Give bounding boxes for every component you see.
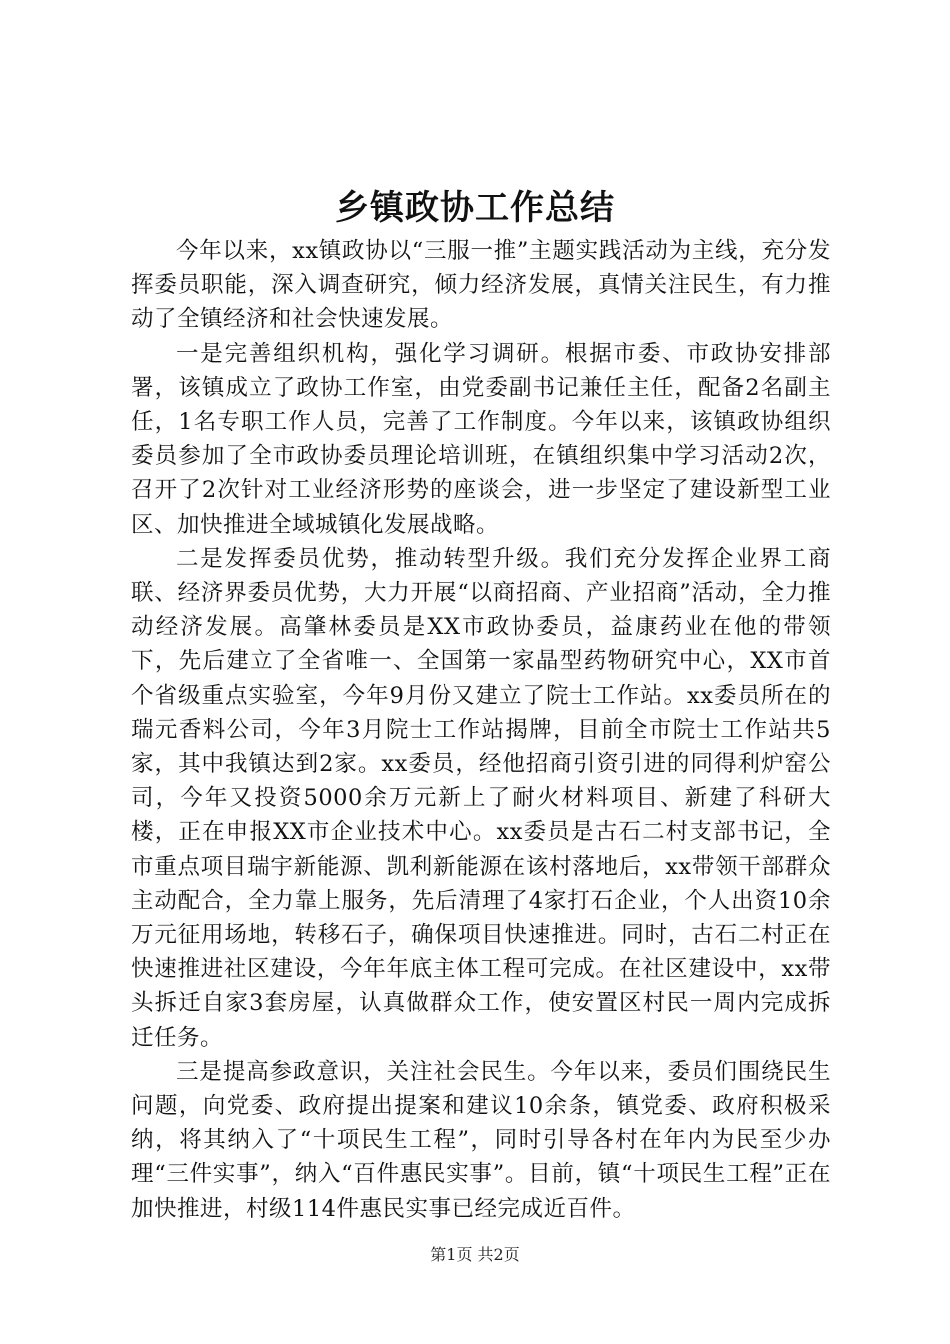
document-body [131,234,831,1226]
document-title: 乡镇政协工作总结 [335,188,615,228]
paragraph-organization: 一是完善组织机构，强化学习调研。根据市委、市政协安排部署，该镇成立了政协工作室，由党委副书记兼任主任，配备2名副主任，1名专职工作人员，完善了工作制度。今年以来，该镇政协组织委员参加了全市政协委员理论培训班，在镇组织集中学习活动2次，召开了2次针对工业经济形势的座谈会，进一步坚定了建设新型工业区、加快推进全域城镇化发展战略。 [131,340,831,538]
paragraph-livelihood: 三是提高参政意识，关注社会民生。今年以来，委员们围绕民生问题，向党委、政府提出提案和建议10余条，镇党委、政府积极采纳，将其纳入了“十项民生工程”，同时引导各村在年内为民至少办理“三件实事”，纳入“百件惠民实事”。目前，镇“十项民生工程”正在加快推进，村级114件惠民实事已经完成近百件。 [131,1058,831,1222]
paragraph-intro: 今年以来，xx镇政协以“三服一推”主题实践活动为主线，充分发挥委员职能，深入调查研究，倾力经济发展，真情关注民生，有力推动了全镇经济和社会快速发展。 [131,238,831,333]
page-number-footer: 第1页 共2页 [430,1245,520,1264]
paragraph-member-advantage: 二是发挥委员优势，推动转型升级。我们充分发挥企业界工商联、经济界委员优势，大力开展“以商招商、产业招商”活动，全力推动经济发展。高肇林委员是XX市政协委员，益康药业在他的带领下，先后建立了全省唯一、全国第一家晶型药物研究中心，XX市首个省级重点实验室，今年9月份又建立了院士工作站。xx委员所在的瑞元香料公司，今年3月院士工作站揭牌，目前全市院士工作站共5家，其中我镇达到2家。xx委员，经他招商引资引进的同得利炉窑公司，今年又投资5000余万元新上了耐火材料项目、新建了科研大楼，正在申报XX市企业技术中心。xx委员是古石二村支部书记，全市重点项目瑞宇新能源、凯利新能源在该村落地后，xx带领干部群众主动配合，全力靠上服务，先后清理了4家打石企业，个人出资10余万元征用场地，转移石子，确保项目快速推进。同时，古石二村正在快速推进社区建设，今年年底主体工程可完成。在社区建设中，xx带头拆迁自家3套房屋，认真做群众工作，使安置区村民一周内完成拆迁任务。 [131,545,831,1051]
